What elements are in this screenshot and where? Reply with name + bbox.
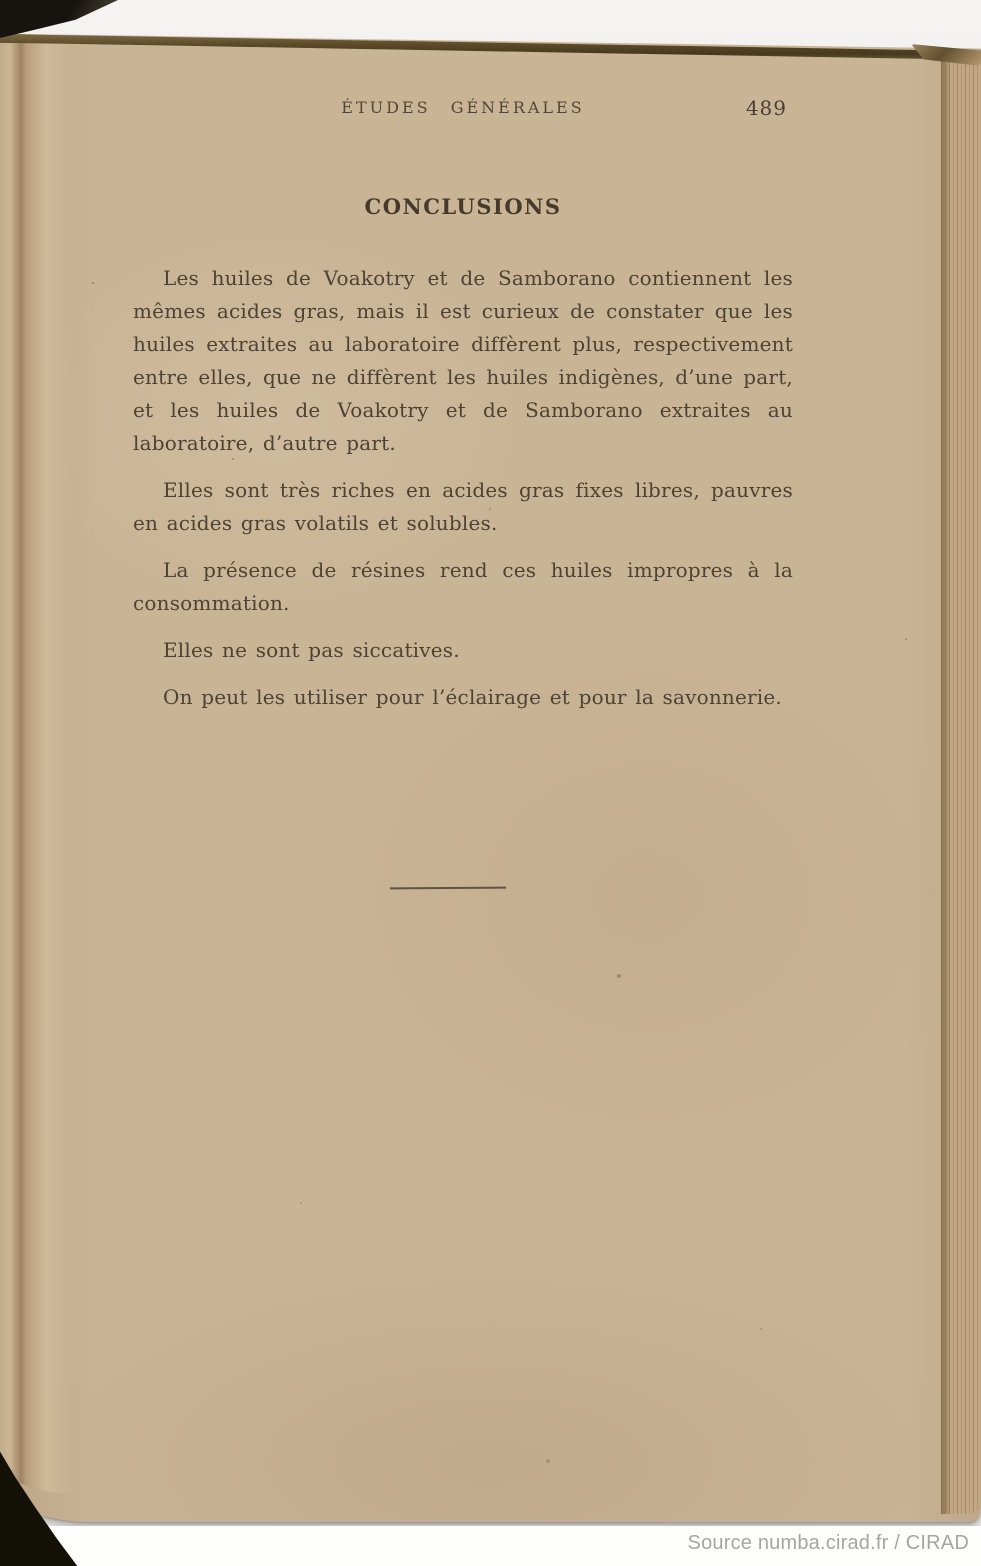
running-title: ÉTUDES GÉNÉRALES [341, 98, 585, 117]
paper-specks [92, 282, 94, 284]
section-heading: CONCLUSIONS [364, 194, 562, 219]
body-text [133, 252, 793, 714]
paragraph: Elles sont très riches en acides gras fixes libres, pauvres en acides gras volatils et solubles. [133, 478, 793, 535]
paragraph: La présence de résines rend ces huiles impropres à la consommation. [133, 558, 793, 615]
paragraph: Les huiles de Voakotry et de Samborano contiennent les mêmes acides gras, mais il est curieux de constater que les huiles extraites au laboratoire diffèrent plus, respectivement entre elles, que ne diffèrent les huiles indigènes, d’une part, et les huiles de Voakotry et de Samborano extraites au laboratoire, d’autre part. [133, 266, 793, 455]
book-gutter-crease [0, 34, 74, 1494]
watermark-bar [0, 1526, 981, 1566]
book-fore-edge [941, 52, 981, 1514]
running-head [133, 98, 793, 124]
page-number: 489 [745, 96, 787, 120]
paragraph: On peut les utiliser pour l’éclairage et pour la savonnerie. [163, 685, 782, 709]
watermark-label: Source numba.cirad.fr / CIRAD [687, 1532, 969, 1554]
paragraph: Elles ne sont pas siccatives. [163, 638, 460, 662]
